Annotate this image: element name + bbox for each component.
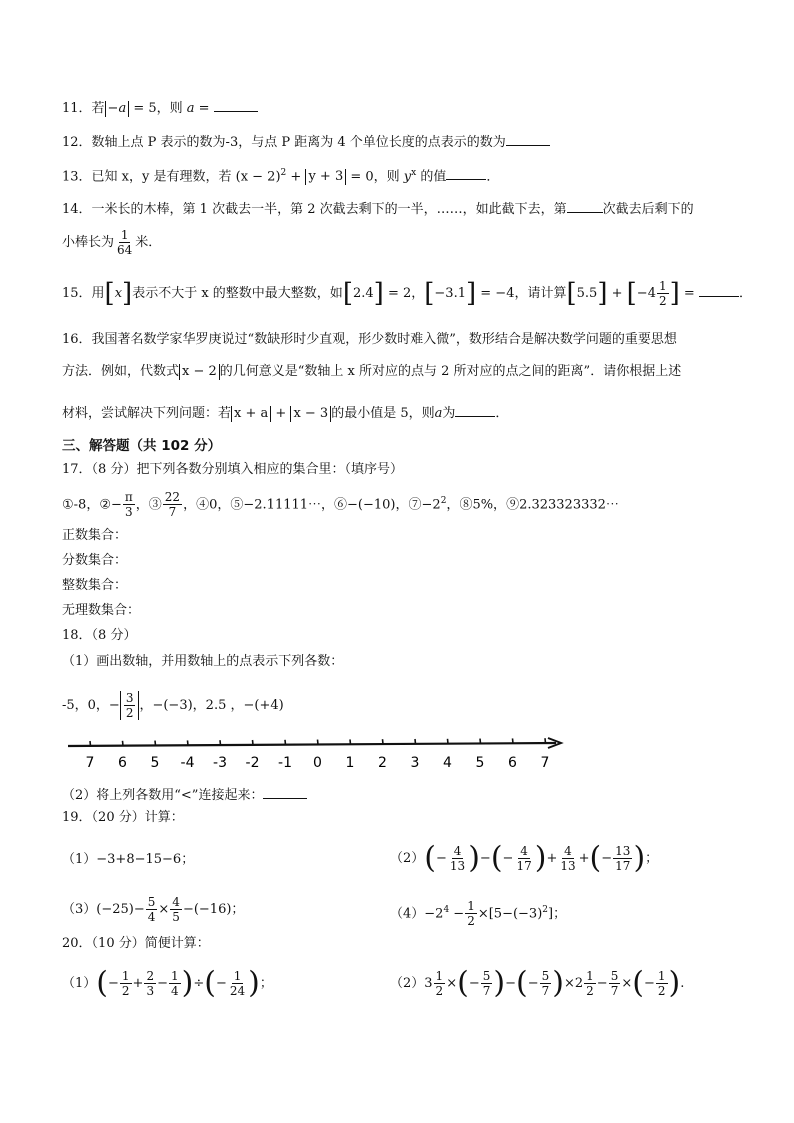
- question-12: 12．数轴上点 P 表示的数为-3，与点 P 距离为 4 个单位长度的点表示的数为: [62, 131, 550, 153]
- section-3-title: 三、解答题（共 102 分）: [62, 438, 222, 454]
- fraction: $\frac{1}{2}$: [658, 279, 667, 308]
- tick-label: -2: [245, 755, 260, 771]
- question-11: 11．若 −a = 5，则 a =: [62, 97, 258, 119]
- abs-expression: x − 3: [290, 406, 331, 422]
- set-fraction: 分数集合：: [62, 553, 128, 568]
- answer-blank[interactable]: [446, 165, 486, 180]
- tick-mark: [253, 740, 254, 745]
- fraction: $\frac{22}{7}$: [164, 490, 181, 520]
- question-18-numbers: -5，0，− $\frac{3}{2}$ ，−(−3)，2.5 ，−(+4): [62, 691, 284, 720]
- tick-label: 6: [118, 755, 127, 771]
- tick-mark: [415, 739, 416, 744]
- abs-expression: $\frac{3}{2}$: [120, 691, 140, 720]
- fraction: $\frac{1}{64}$: [117, 228, 133, 257]
- tick-label: 7: [85, 755, 95, 771]
- tick-label: -4: [180, 755, 195, 771]
- calc-4: $(4)-2^4$ − $\frac{1}{2}$ $\times[5-(-3)^2]$；: [390, 899, 567, 929]
- tick-mark: [545, 738, 546, 743]
- calc-1: （1）−3+8−15−6；: [62, 852, 195, 867]
- set-irrational: 无理数集合：: [62, 603, 141, 618]
- tick-label: 4: [443, 755, 452, 771]
- tick-label: -1: [278, 755, 292, 771]
- tick-mark: [448, 739, 449, 744]
- simple-calc-1: （1）(− $\frac{1}{2}$ + $\frac{2}{3}$ − $\frac{1}{4}$ )÷(− $\frac{1}{24}$ )；: [62, 965, 273, 1001]
- simple-calc-2: （2）3 $\frac{1}{2}$ ×(− $\frac{5}{7}$ )−(− $\frac{5}{7}$ )×2 $\frac{1}{2}$ − $\frac{5}{7}$ ×(− $\frac{1}{2}$ ).: [390, 965, 685, 1001]
- tick-mark: [513, 738, 514, 743]
- abs-expression: y + 3: [305, 169, 346, 185]
- tick-mark: [285, 740, 286, 745]
- calc-3: （3）(−25)− $\frac{5}{4}$ × $\frac{4}{5}$ −(−16)；: [62, 895, 245, 924]
- tick-label: 5: [475, 755, 485, 771]
- answer-blank[interactable]: [506, 131, 550, 146]
- question-15: 15．用[x]表示不大于 x 的整数中最大整数，如[2.4] = 2，[−3.1] = −4，请计算[5.5] + [−4 $\frac{1}{2}$ ] = ．: [62, 278, 752, 309]
- question-18-part-1: （1）画出数轴，并用数轴上的点表示下列各数：: [62, 654, 344, 669]
- number-line-axis: [68, 743, 556, 746]
- number-line: [0, 730, 794, 790]
- question-20-head: 20．（10 分）简便计算：: [62, 936, 210, 951]
- question-19-head: 19．（20 分）计算：: [62, 810, 184, 825]
- tick-label: -3: [213, 755, 227, 771]
- tick-label: 2: [378, 755, 387, 771]
- tick-label: 6: [508, 755, 517, 771]
- question-14-line-1: 14．一米长的木棒，第 1 次截去一半，第 2 次截去剩下的一半，……，如此截下去，第 次截去后剩下的: [62, 198, 694, 220]
- question-16-line-2: 方法．例如，代数式 x − 2 的几何意义是“数轴上 x 所对应的点与 2 所对应的点之间的距离”．请你根据上述: [62, 364, 682, 379]
- question-18-head: 18．（8 分）: [62, 628, 137, 643]
- answer-blank[interactable]: [455, 402, 495, 417]
- tick-mark: [383, 739, 384, 744]
- abs-expression: −a: [105, 101, 130, 117]
- answer-blank[interactable]: [567, 198, 603, 213]
- question-17-head: 17．（8 分）把下列各数分别填入相应的集合里：（填序号）: [62, 462, 403, 477]
- question-17-numbers: ①-8，②− $\frac{\pi}{3}$ ，③ $\frac{22}{7}$ ，④0，⑤−2.11111⋯，⑥−(−10)，$⑦-2^2$，⑧5%，⑨2.323323332⋯: [62, 490, 619, 520]
- question-16-line-3: 材料，尝试解决下列问题：若 x + a + x − 3 的最小值是 5，则a为 ．: [62, 402, 508, 424]
- tick-mark: [318, 740, 319, 745]
- tick-label: 0: [313, 755, 322, 771]
- tick-mark: [155, 741, 156, 746]
- fraction: $\frac{\pi}{3}$: [124, 490, 133, 520]
- number-line-labels: [86, 755, 550, 771]
- tick-label: 1: [345, 755, 355, 771]
- tick-mark: [480, 739, 481, 744]
- tick-mark: [90, 741, 91, 746]
- calc-2: （2）(− $\frac{4}{13}$ )−(− $\frac{4}{17}$ )+ $\frac{4}{13}$ +(− $\frac{13}{17}$ )；: [390, 840, 659, 876]
- set-positive: 正数集合：: [62, 528, 128, 543]
- answer-blank[interactable]: [699, 282, 739, 297]
- tick-mark: [123, 741, 124, 746]
- tick-label: 3: [410, 755, 420, 771]
- question-13: 13．已知 x，y 是有理数，若 $(x - 2)^2 + y + 3 = 0$，则 $y^x$ 的值 ．: [62, 163, 499, 187]
- tick-mark: [188, 740, 189, 745]
- tick-label: 7: [540, 755, 550, 771]
- tick-label: 5: [150, 755, 160, 771]
- abs-expression: x − 2: [179, 364, 220, 380]
- set-integer: 整数集合：: [62, 578, 128, 593]
- answer-blank[interactable]: [214, 97, 258, 112]
- question-16-line-1: 16．我国著名数学家华罗庚说过“数缺形时少直观，形少数时难入微”，数形结合是解决数学问题的重要思想: [62, 332, 677, 347]
- question-18-part-2: （2）将上列各数用“<”连接起来：: [62, 784, 307, 806]
- answer-blank[interactable]: [263, 784, 307, 799]
- abs-expression: x + a: [231, 406, 271, 422]
- tick-mark: [220, 740, 221, 745]
- question-14-line-2: 小棒长为 $\frac{1}{64}$ 米．: [62, 228, 162, 257]
- tick-mark: [350, 739, 351, 744]
